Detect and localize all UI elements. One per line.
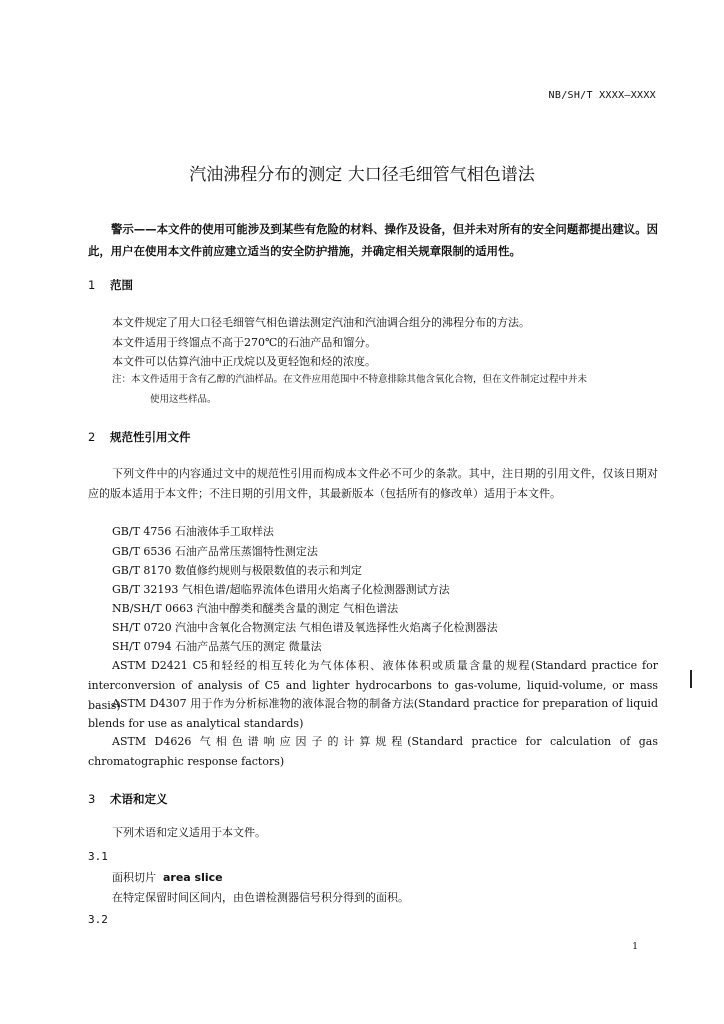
term-english: area slice xyxy=(163,871,223,884)
section-title: 规范性引用文件 xyxy=(110,430,191,444)
section-number: 2 xyxy=(88,430,96,444)
document-title: 汽油沸程分布的测定 大口径毛细管气相色谱法 xyxy=(189,165,535,185)
clause-number-3-1: 3.1 xyxy=(88,850,108,863)
reference-item-astm-d4626: ASTM D4626 气相色谱响应因子的计算规程(Standard practice for calculation of gas chromatographic response factors) xyxy=(88,735,658,768)
section-number: 3 xyxy=(88,792,96,806)
note-line-1: 注：本文件适用于含有乙醇的汽油样品。在文件应用范围中不特意排除其他含氧化合物，但在文件制定过程中并未 xyxy=(112,374,588,385)
terms-intro-paragraph: 下列术语和定义适用于本文件。 xyxy=(112,826,266,839)
reference-item: SH/T 0720 汽油中含氧化合物测定法 气相色谱及氧选择性火焰离子化检测器法 xyxy=(112,621,498,634)
reference-item-astm-d4307: ASTM D4307 用于作为分析标准物的液体混合物的制备方法(Standard practice for preparation of liquid blends for use as analytical standards) xyxy=(88,697,658,730)
document-code: NB/SH/T XXXX—XXXX xyxy=(548,90,656,101)
text-cursor xyxy=(690,670,692,688)
page-number: 1 xyxy=(632,942,638,952)
reference-item: GB/T 8170 数值修约规则与极限数值的表示和判定 xyxy=(112,564,362,577)
section-title: 术语和定义 xyxy=(110,792,168,806)
reference-item: NB/SH/T 0663 汽油中醇类和醚类含量的测定 气相色谱法 xyxy=(112,602,399,615)
reference-item: GB/T 6536 石油产品常压蒸馏特性测定法 xyxy=(112,545,318,558)
term-chinese: 面积切片 xyxy=(112,871,156,884)
section-3-heading xyxy=(88,791,168,807)
clause-number-3-2: 3.2 xyxy=(88,913,108,926)
reference-item: SH/T 0794 石油产品蒸气压的测定 微量法 xyxy=(112,640,322,653)
section-number: 1 xyxy=(88,278,96,292)
section-title: 范围 xyxy=(110,278,134,292)
scope-paragraph-2: 本文件适用于终馏点不高于270℃的石油产品和馏分。 xyxy=(112,336,377,349)
section-2-heading xyxy=(88,429,191,445)
scope-paragraph-1: 本文件规定了用大口径毛细管气相色谱法测定汽油和汽油调合组分的沸程分布的方法。 xyxy=(112,316,530,329)
reference-item: GB/T 4756 石油液体手工取样法 xyxy=(112,525,274,538)
warning-paragraph: 警示——本文件的使用可能涉及到某些有危险的材料、操作及设备，但并未对所有的安全问题都提出建议。因此，用户在使用本文件前应建立适当的安全防护措施，并确定相关规章限制的适用性。 xyxy=(88,222,658,258)
normative-intro-paragraph: 下列文件中的内容通过文中的规范性引用而构成本文件必不可少的条款。其中，注日期的引用文件，仅该日期对应的版本适用于本文件；不注日期的引用文件，其最新版本（包括所有的修改单）适用于本文件。 xyxy=(88,467,658,500)
note-line-2: 使用这些样品。 xyxy=(150,394,217,405)
section-1-heading xyxy=(88,277,133,293)
term-entry xyxy=(112,869,223,885)
scope-paragraph-3: 本文件可以估算汽油中正戊烷以及更轻饱和烃的浓度。 xyxy=(112,355,376,368)
term-definition: 在特定保留时间区间内，由色谱检测器信号积分得到的面积。 xyxy=(112,891,409,904)
reference-item: GB/T 32193 气相色谱/超临界流体色谱用火焰离子化检测器测试方法 xyxy=(112,583,450,596)
scope-note xyxy=(112,370,660,410)
reference-item-astm-d2421: ASTM D2421 C5和轻经的相互转化为气体体积、液体体积或质量含量的规程(Standard practice for interconversion of analysis of C5 and lighter hydrocarbons to gas-volume, liquid-volume, or mass basis) xyxy=(88,659,658,712)
